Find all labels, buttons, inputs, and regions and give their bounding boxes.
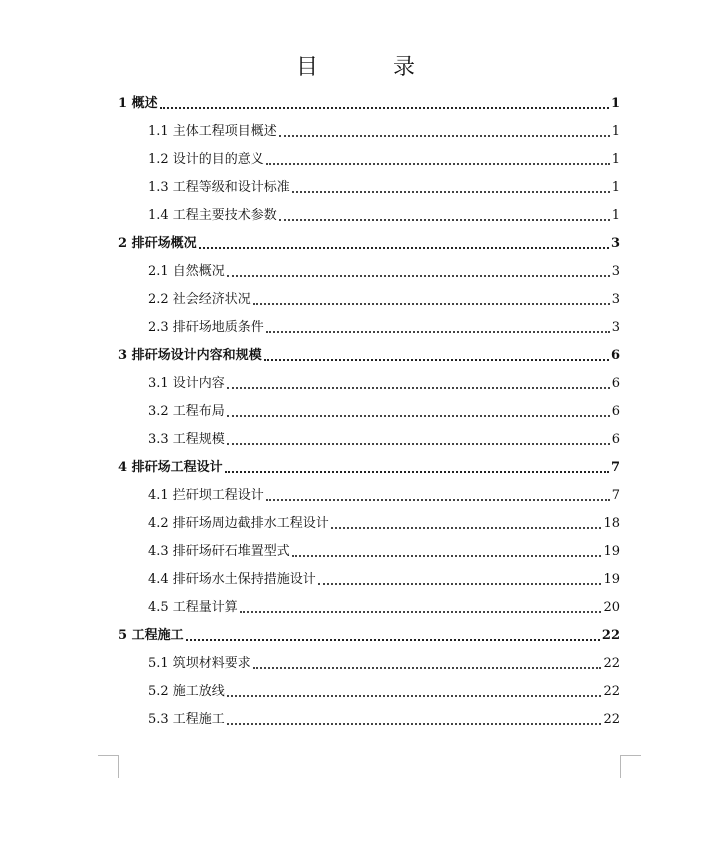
dot-leader bbox=[266, 163, 610, 165]
toc-entry-page: 1 bbox=[611, 124, 620, 139]
toc-entry-1-1[interactable] bbox=[148, 121, 620, 143]
toc-entry-label: 2.3 排矸场地质条件 bbox=[148, 320, 264, 335]
toc-entry-label: 1 概述 bbox=[118, 96, 158, 111]
dot-leader bbox=[199, 247, 609, 249]
toc-entry-3-3[interactable] bbox=[148, 429, 620, 451]
page-title: 目 录 bbox=[296, 55, 449, 80]
dot-leader bbox=[253, 667, 602, 669]
toc-entry-5-3[interactable] bbox=[148, 709, 620, 731]
toc-entry-4-5[interactable] bbox=[148, 597, 620, 619]
toc-entry-page: 6 bbox=[610, 348, 620, 363]
dot-leader bbox=[331, 527, 602, 529]
toc-entry-page: 20 bbox=[603, 600, 620, 615]
toc-entry-4-2[interactable] bbox=[148, 513, 620, 535]
toc-entry-page: 6 bbox=[611, 432, 620, 447]
toc-entry-page: 6 bbox=[611, 376, 620, 391]
toc-entry-label: 4.1 拦矸坝工程设计 bbox=[148, 488, 264, 503]
toc-entry-label: 3.3 工程规模 bbox=[148, 432, 225, 447]
dot-leader bbox=[264, 359, 609, 361]
toc-entry-1[interactable] bbox=[118, 93, 620, 115]
dot-leader bbox=[279, 135, 610, 137]
toc-entry-page: 1 bbox=[611, 208, 620, 223]
toc-entry-page: 7 bbox=[611, 488, 620, 503]
toc-entry-label: 5.2 施工放线 bbox=[148, 684, 225, 699]
toc-entry-label: 1.3 工程等级和设计标准 bbox=[148, 180, 290, 195]
toc-entry-4[interactable] bbox=[118, 457, 620, 479]
toc-entry-label: 2.2 社会经济状况 bbox=[148, 292, 251, 307]
toc-entry-label: 4.4 排矸场水土保持措施设计 bbox=[148, 572, 316, 587]
toc-entry-page: 6 bbox=[611, 404, 620, 419]
toc-entry-page: 3 bbox=[610, 236, 620, 251]
toc-entry-page: 3 bbox=[611, 320, 620, 335]
toc-entry-label: 4 排矸场工程设计 bbox=[118, 460, 223, 475]
toc-entry-2-1[interactable] bbox=[148, 261, 620, 283]
toc-entry-page: 7 bbox=[610, 460, 620, 475]
toc-entry-2-3[interactable] bbox=[148, 317, 620, 339]
dot-leader bbox=[186, 639, 600, 641]
dot-leader bbox=[227, 723, 602, 725]
page-margin-corner-mark bbox=[98, 755, 119, 778]
dot-leader bbox=[227, 443, 610, 445]
toc-entry-label: 5.1 筑坝材料要求 bbox=[148, 656, 251, 671]
toc-entry-label: 4.5 工程量计算 bbox=[148, 600, 238, 615]
toc-entry-4-3[interactable] bbox=[148, 541, 620, 563]
toc-entry-page: 22 bbox=[603, 684, 620, 699]
toc-entry-5[interactable] bbox=[118, 625, 620, 647]
toc-entry-label: 3 排矸场设计内容和规模 bbox=[118, 348, 262, 363]
dot-leader bbox=[225, 471, 609, 473]
toc-entry-3-1[interactable] bbox=[148, 373, 620, 395]
toc-entry-page: 18 bbox=[603, 516, 620, 531]
toc-entry-label: 1.1 主体工程项目概述 bbox=[148, 124, 277, 139]
toc-entry-label: 2 排矸场概况 bbox=[118, 236, 197, 251]
dot-leader bbox=[227, 387, 610, 389]
toc-entry-label: 3.1 设计内容 bbox=[148, 376, 225, 391]
dot-leader bbox=[253, 303, 610, 305]
dot-leader bbox=[266, 331, 610, 333]
toc-entry-1-2[interactable] bbox=[148, 149, 620, 171]
toc-entry-3-2[interactable] bbox=[148, 401, 620, 423]
dot-leader bbox=[318, 583, 602, 585]
toc-entry-page: 1 bbox=[611, 180, 620, 195]
toc-entry-2-2[interactable] bbox=[148, 289, 620, 311]
dot-leader bbox=[227, 695, 602, 697]
dot-leader bbox=[227, 415, 610, 417]
toc-entry-page: 22 bbox=[601, 628, 620, 643]
toc-entry-page: 3 bbox=[611, 292, 620, 307]
toc-entry-label: 1.4 工程主要技术参数 bbox=[148, 208, 277, 223]
dot-leader bbox=[227, 275, 610, 277]
page-margin-corner-mark bbox=[620, 755, 641, 778]
dot-leader bbox=[292, 555, 602, 557]
toc-entry-page: 22 bbox=[603, 712, 620, 727]
toc-entry-3[interactable] bbox=[118, 345, 620, 367]
toc-entry-label: 1.2 设计的目的意义 bbox=[148, 152, 264, 167]
toc-entry-label: 2.1 自然概况 bbox=[148, 264, 225, 279]
toc-entry-page: 19 bbox=[603, 544, 620, 559]
dot-leader bbox=[292, 191, 610, 193]
dot-leader bbox=[160, 107, 609, 109]
toc-entry-label: 5 工程施工 bbox=[118, 628, 184, 643]
toc-entry-2[interactable] bbox=[118, 233, 620, 255]
toc-entry-4-4[interactable] bbox=[148, 569, 620, 591]
toc-entry-label: 5.3 工程施工 bbox=[148, 712, 225, 727]
toc-entry-4-1[interactable] bbox=[148, 485, 620, 507]
dot-leader bbox=[279, 219, 610, 221]
toc-entry-1-3[interactable] bbox=[148, 177, 620, 199]
toc-entry-page: 19 bbox=[603, 572, 620, 587]
toc-entry-5-1[interactable] bbox=[148, 653, 620, 675]
toc-entry-label: 3.2 工程布局 bbox=[148, 404, 225, 419]
toc-entry-page: 1 bbox=[611, 152, 620, 167]
toc-entry-1-4[interactable] bbox=[148, 205, 620, 227]
dot-leader bbox=[240, 611, 602, 613]
toc-entry-page: 22 bbox=[603, 656, 620, 671]
dot-leader bbox=[266, 499, 610, 501]
toc-entry-5-2[interactable] bbox=[148, 681, 620, 703]
toc-entry-label: 4.2 排矸场周边截排水工程设计 bbox=[148, 516, 329, 531]
toc-entry-label: 4.3 排矸场矸石堆置型式 bbox=[148, 544, 290, 559]
toc-entry-page: 1 bbox=[610, 96, 620, 111]
toc-entry-page: 3 bbox=[611, 264, 620, 279]
